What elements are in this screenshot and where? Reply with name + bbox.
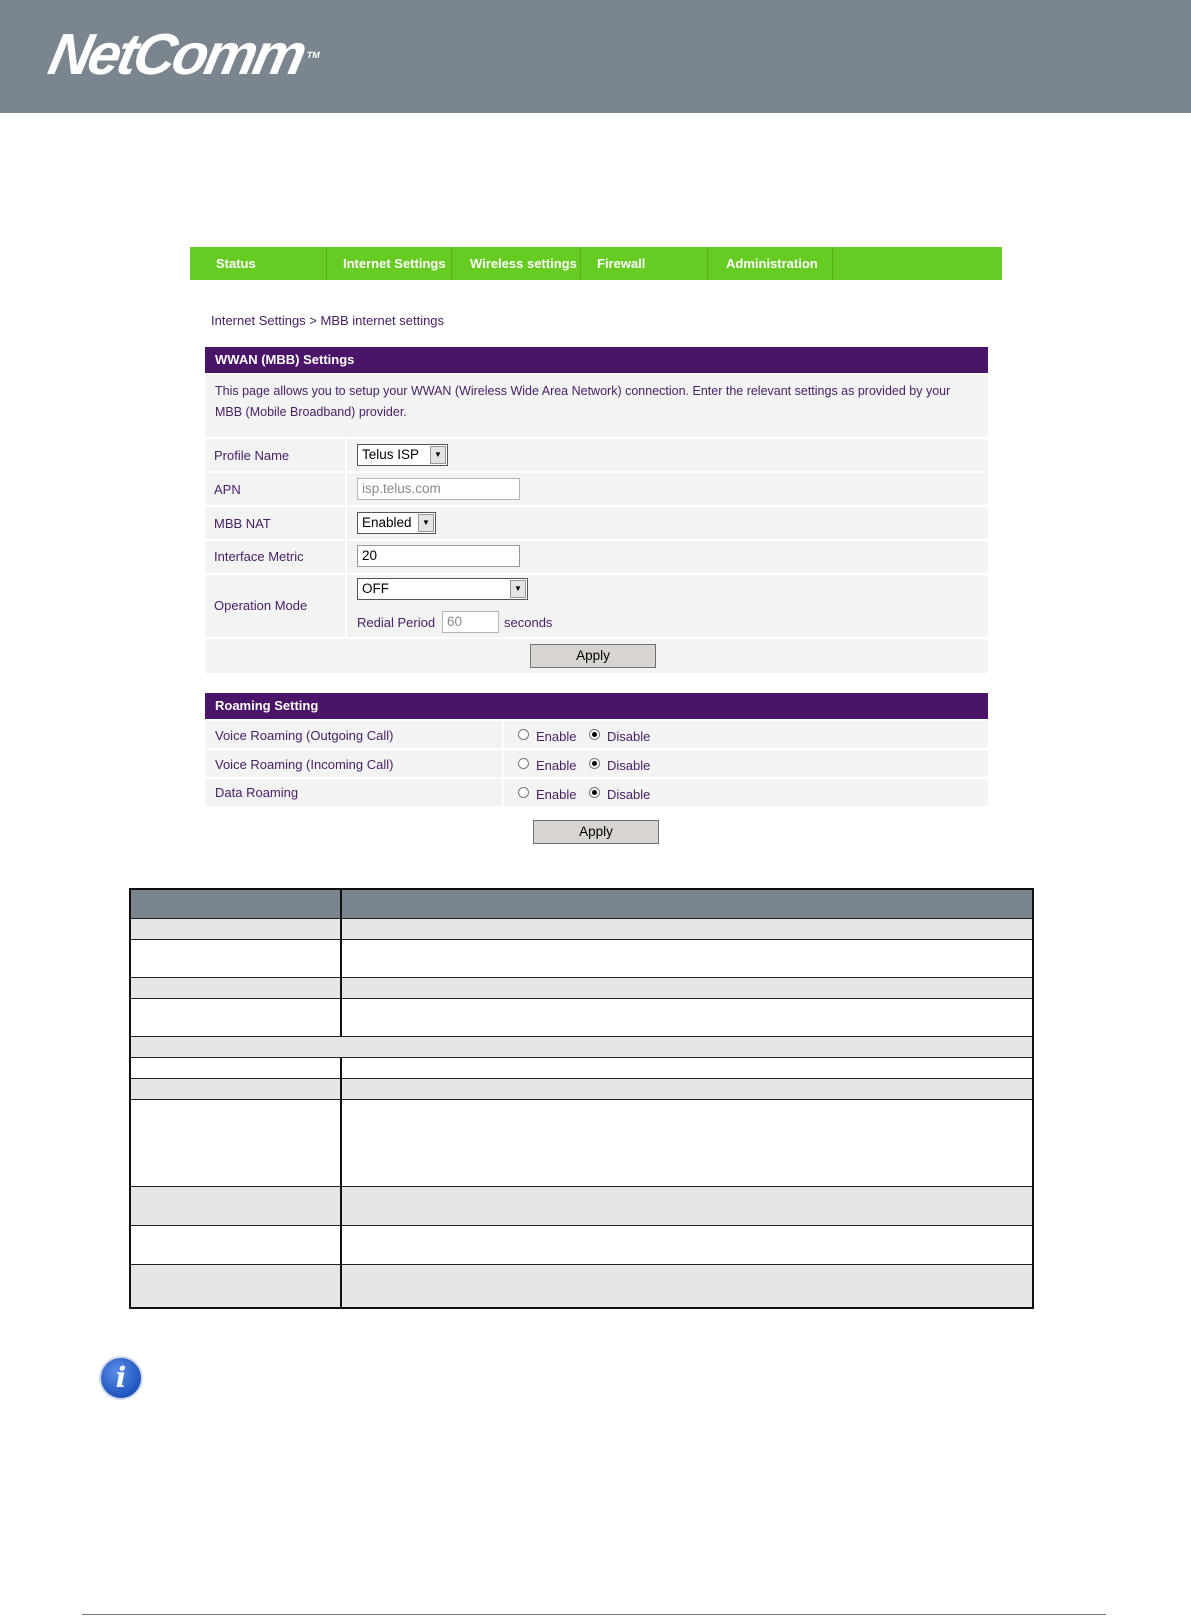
- footer-divider: [82, 1614, 1106, 1615]
- info-icon: i: [99, 1356, 143, 1400]
- apn-row: [205, 473, 988, 505]
- chevron-down-icon: ▼: [430, 446, 446, 464]
- roaming-setting-title: Roaming Setting: [205, 693, 988, 719]
- main-nav: [190, 247, 1002, 280]
- chevron-down-icon: ▼: [418, 514, 434, 532]
- data-roaming-enable-radio[interactable]: [518, 787, 529, 798]
- column-divider: [345, 473, 347, 505]
- table-row: [131, 977, 1032, 998]
- roaming-row: [205, 750, 988, 777]
- interface-metric-label: Interface Metric: [214, 549, 304, 564]
- nav-divider: [832, 247, 833, 280]
- wwan-apply-button[interactable]: Apply: [530, 644, 656, 668]
- wwan-description-row: [205, 375, 988, 437]
- wwan-apply-row: [205, 639, 988, 673]
- table-row: [131, 1225, 1032, 1264]
- redial-period-input[interactable]: 60: [442, 611, 499, 633]
- disable-label: Disable: [607, 758, 651, 773]
- table-row: [131, 1078, 1032, 1099]
- chevron-down-icon: ▼: [510, 580, 526, 598]
- interface-metric-input[interactable]: 20: [357, 545, 520, 567]
- operation-mode-select[interactable]: OFF ▼: [357, 578, 528, 600]
- column-divider: [502, 779, 504, 806]
- voice-roaming-outgoing-label: Voice Roaming (Outgoing Call): [215, 728, 394, 743]
- roaming-row: [205, 721, 988, 748]
- table-row: [131, 998, 1032, 1036]
- table-section-row: [131, 1036, 1032, 1057]
- data-roaming-disable-radio[interactable]: [589, 787, 600, 798]
- data-roaming-label: Data Roaming: [215, 785, 299, 800]
- settings-reference-table: [129, 888, 1034, 1309]
- enable-label: Enable: [536, 729, 577, 744]
- enable-label: Enable: [536, 758, 577, 773]
- column-divider: [502, 721, 504, 748]
- table-row: [131, 918, 1032, 939]
- table-row: [131, 1186, 1032, 1225]
- table-row: [131, 1099, 1032, 1186]
- wwan-settings-title: WWAN (MBB) Settings: [205, 347, 988, 373]
- voice-outgoing-enable-radio[interactable]: [518, 729, 529, 740]
- column-divider: [345, 541, 347, 573]
- table-header: [131, 890, 1032, 918]
- column-divider: [502, 750, 504, 777]
- nav-administration[interactable]: Administration: [726, 256, 818, 271]
- redial-period-unit: seconds: [504, 615, 553, 630]
- column-divider: [345, 439, 347, 471]
- disable-label: Disable: [607, 729, 651, 744]
- operation-mode-label: Operation Mode: [214, 598, 308, 613]
- nav-internet-settings[interactable]: Internet Settings: [343, 256, 446, 271]
- interface-metric-row: [205, 541, 988, 573]
- redial-period-label: Redial Period: [357, 615, 436, 630]
- table-column-divider: [340, 890, 342, 1036]
- netcomm-logo: NetComm™: [43, 22, 321, 87]
- nav-status[interactable]: Status: [216, 256, 256, 271]
- breadcrumb: Internet Settings > MBB internet settings: [211, 313, 445, 328]
- profile-name-select[interactable]: Telus ISP ▼: [357, 444, 448, 466]
- apn-label: APN: [214, 482, 241, 497]
- roaming-row: [205, 779, 988, 806]
- nav-firewall[interactable]: Firewall: [597, 256, 646, 271]
- mbb-nat-select[interactable]: Enabled ▼: [357, 512, 436, 534]
- profile-name-label: Profile Name: [214, 448, 290, 463]
- table-row: [131, 1057, 1032, 1078]
- voice-incoming-enable-radio[interactable]: [518, 758, 529, 769]
- roaming-apply-button[interactable]: Apply: [533, 820, 659, 844]
- wwan-description: This page allows you to setup your WWAN (Wireless Wide Area Network) connection. Enter the relevant settings as provided by your MBB (Mobile Broadband) provider.: [215, 384, 951, 419]
- disable-label: Disable: [607, 787, 651, 802]
- mbb-nat-row: [205, 507, 988, 539]
- table-row: [131, 1264, 1032, 1307]
- column-divider: [345, 575, 347, 637]
- nav-wireless-settings[interactable]: Wireless settings: [470, 256, 577, 271]
- voice-outgoing-disable-radio[interactable]: [589, 729, 600, 740]
- enable-label: Enable: [536, 787, 577, 802]
- apn-input[interactable]: isp.telus.com: [357, 478, 520, 500]
- column-divider: [345, 507, 347, 539]
- mbb-nat-label: MBB NAT: [214, 516, 271, 531]
- profile-name-row: [205, 439, 988, 471]
- table-column-divider: [340, 1057, 342, 1307]
- voice-roaming-incoming-label: Voice Roaming (Incoming Call): [215, 757, 394, 772]
- operation-mode-row: [205, 575, 988, 637]
- table-row: [131, 939, 1032, 977]
- voice-incoming-disable-radio[interactable]: [589, 758, 600, 769]
- page-header: [0, 0, 1191, 113]
